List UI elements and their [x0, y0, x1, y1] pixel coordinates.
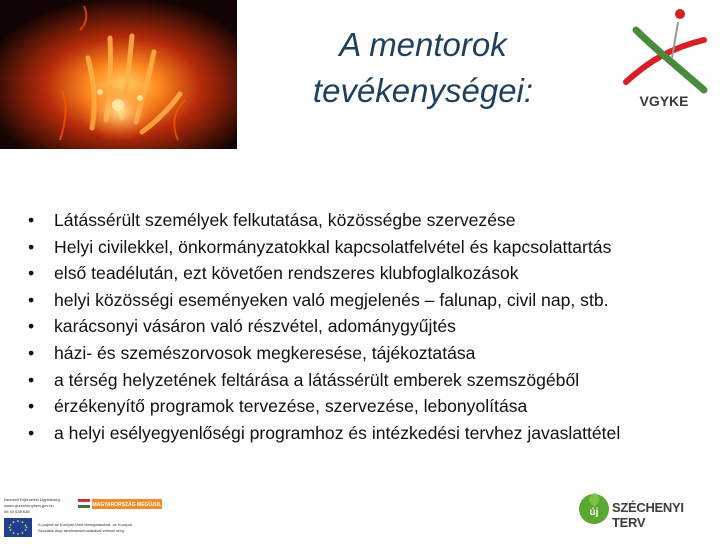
- vgyke-logo: [608, 0, 720, 112]
- list-item: [28, 260, 620, 287]
- bullet-icon: •: [28, 422, 35, 443]
- bullet-icon: •: [28, 316, 35, 337]
- bullet-icon: •: [28, 369, 35, 390]
- list-item-text: helyi közösségi eseményeken való megjelenés – falunap, civil nap, stb.: [54, 289, 609, 310]
- list-item-text: Látássérült személyek felkutatása, közösségbe szervezése: [54, 210, 516, 230]
- szechenyi-leaf-icon: [578, 490, 612, 526]
- list-item: [28, 420, 620, 447]
- list-item-text: a térség helyzetének feltárása a látássérült emberek szemszögéből: [54, 369, 580, 390]
- list-item: [28, 393, 620, 420]
- szechenyi-mark-text: új: [589, 507, 599, 518]
- list-item-text: első teadélután, ezt követően rendszeres klubfoglalkozások: [54, 263, 519, 284]
- nfu-line-3: 06 40 638 638: [4, 509, 30, 514]
- bullet-icon: •: [28, 342, 35, 363]
- fiery-hand-image: [0, 0, 237, 149]
- bullet-icon: •: [28, 396, 35, 417]
- list-item-text: a helyi esélyegyenlőségi programhoz és intézkedési tervhez javaslattétel: [54, 422, 621, 443]
- list-item-text: karácsonyi vásáron való részvétel, adománygyűjtés: [54, 316, 456, 337]
- nfu-line-2: www.ujszechenyiterv.gov.hu: [4, 503, 54, 508]
- bullet-icon: •: [28, 263, 35, 284]
- list-item-text: Helyi civilekkel, önkormányzatokkal kapcsolatfelvétel és kapcsolattartás: [54, 236, 612, 257]
- list-item: [28, 234, 620, 261]
- bullet-icon: •: [28, 289, 35, 310]
- szechenyi-terv-logo: [578, 490, 720, 530]
- eu-funding-footer: [0, 492, 170, 540]
- logo-head-red: [675, 9, 685, 19]
- eu-line-2: Szociális Alap társfinanszírozásával valósul meg.: [38, 528, 125, 533]
- eu-line-1: A projekt az Európai Unió támogatásával, az Európai: [38, 522, 132, 527]
- list-item: [28, 367, 620, 394]
- list-item: [28, 287, 620, 314]
- hungary-flag-icon: [78, 499, 90, 508]
- szechenyi-terv-text: SZÉCHENYI TERV: [612, 500, 684, 530]
- list-item-text: érzékenyítő programok tervezése, szervezése, lebonyolítása: [54, 396, 528, 417]
- list-item: [28, 340, 620, 367]
- page-title: [278, 22, 568, 114]
- activity-list: [28, 207, 620, 446]
- eu-flag-icon: [4, 518, 32, 537]
- nfu-line-1: Nemzeti Fejlesztési Ügynökség: [4, 497, 60, 502]
- bullet-icon: •: [28, 236, 35, 257]
- megujul-badge-text: MAGYARORSZÁG MEGÚJUL: [92, 502, 162, 508]
- logo-text: VGYKE: [639, 93, 689, 109]
- title-line-2: tevékenységei:: [312, 72, 534, 109]
- bullet-icon: •: [28, 210, 35, 230]
- title-line-1: A mentorok: [339, 26, 507, 63]
- list-item-text: házi- és szemészorvosok megkeresése, tájékoztatása: [54, 342, 476, 363]
- list-item: [28, 207, 620, 234]
- list-item: [28, 313, 620, 340]
